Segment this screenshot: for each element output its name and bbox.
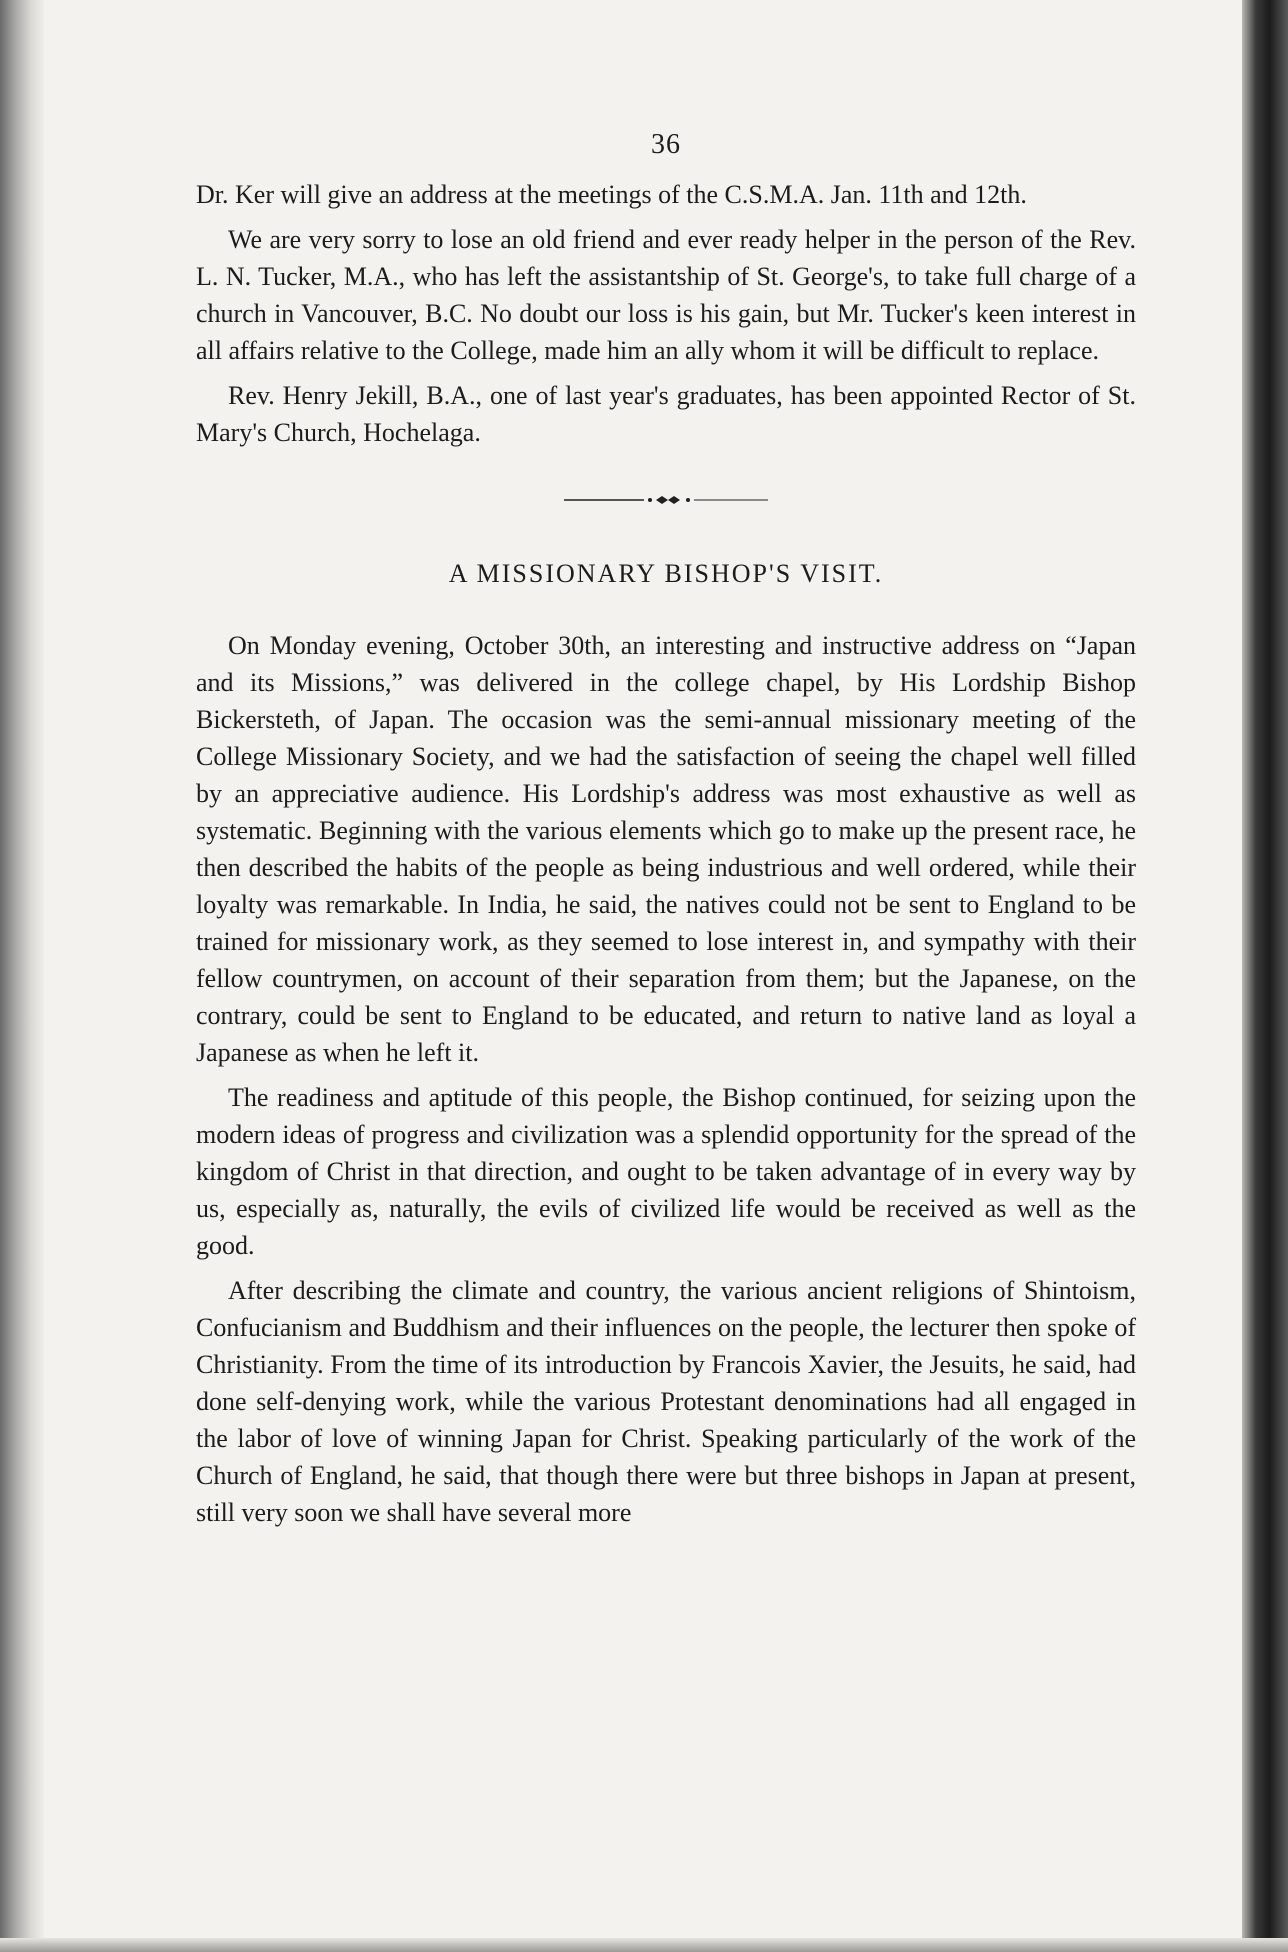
page-edge-bottom <box>0 1938 1288 1952</box>
article-paragraph: On Monday evening, October 30th, an interesting and instructive address on “Japan and its Missions,” was delivered in the college chapel, by His Lordship Bishop Bickersteth, of Japan. The occasion was the semi-annual missionary meeting of the College Missionary Society, and we had the satisfaction of seeing the chapel well filled by an appreciative audience. His Lordship's address was most exhaustive as well as systematic. Beginning with the various elements which go to make up the present race, he then described the habits of the people as being industrious and well ordered, while their loyalty was remarkable. In India, he said, the natives could not be sent to England to be trained for missionary work, as they seemed to lose interest in, and sympathy with their fellow countrymen, on account of their separation from them; but the Japanese, on the contrary, could be sent to England to be educated, and return to native land as loyal a Japanese as when he left it. <box>196 631 1136 1067</box>
article-paragraph: After describing the climate and country, the various ancient religions of Shintoism, Confucianism and Buddhism and their influences on the people, the lecturer then spoke of Christianity. From the time of its introduction by Francois Xavier, the Jesuits, he said, had done self-denying work, while the various Protestant denominations had all engaged in the labor of love of winning Japan for Christ. Speaking particularly of the work of the Church of England, he said, that though there were but three bishops in Japan at present, still very soon we shall have several more <box>196 1276 1136 1527</box>
note-paragraph: Rev. Henry Jekill, B.A., one of last year's graduates, has been appointed Rector of St. Mary's Church, Hochelaga. <box>196 381 1136 447</box>
page-edge-right <box>1242 0 1288 1952</box>
divider-flourish-icon <box>556 493 776 507</box>
page-number: 36 <box>651 129 681 160</box>
page-content <box>196 128 1136 1539</box>
note-paragraph: We are very sorry to lose an old friend and ever ready helper in the person of the Rev. L. N. Tucker, M.A., who has left the assistantship of St. George's, to take full charge of a church in Vancouver, B.C. No doubt our loss is his gain, but Mr. Tucker's keen interest in all affairs relative to the College, made him an ally whom it will be difficult to replace. <box>196 225 1136 365</box>
article-paragraph: The readiness and aptitude of this people, the Bishop continued, for seizing upon the modern ideas of progress and civilization was a splendid opportunity for the spread of the kingdom of Christ in that direction, and ought to be taken advantage of in every way by us, especially as, naturally, the evils of civilized life would be received as well as the good. <box>196 1083 1136 1260</box>
note-paragraph: Dr. Ker will give an address at the meetings of the C.S.M.A. Jan. 11th and 12th. <box>196 180 1027 209</box>
section-divider-ornament <box>196 493 1136 507</box>
page-binding-left <box>0 0 44 1952</box>
article-title: A MISSIONARY BISHOP'S VISIT. <box>448 559 884 588</box>
